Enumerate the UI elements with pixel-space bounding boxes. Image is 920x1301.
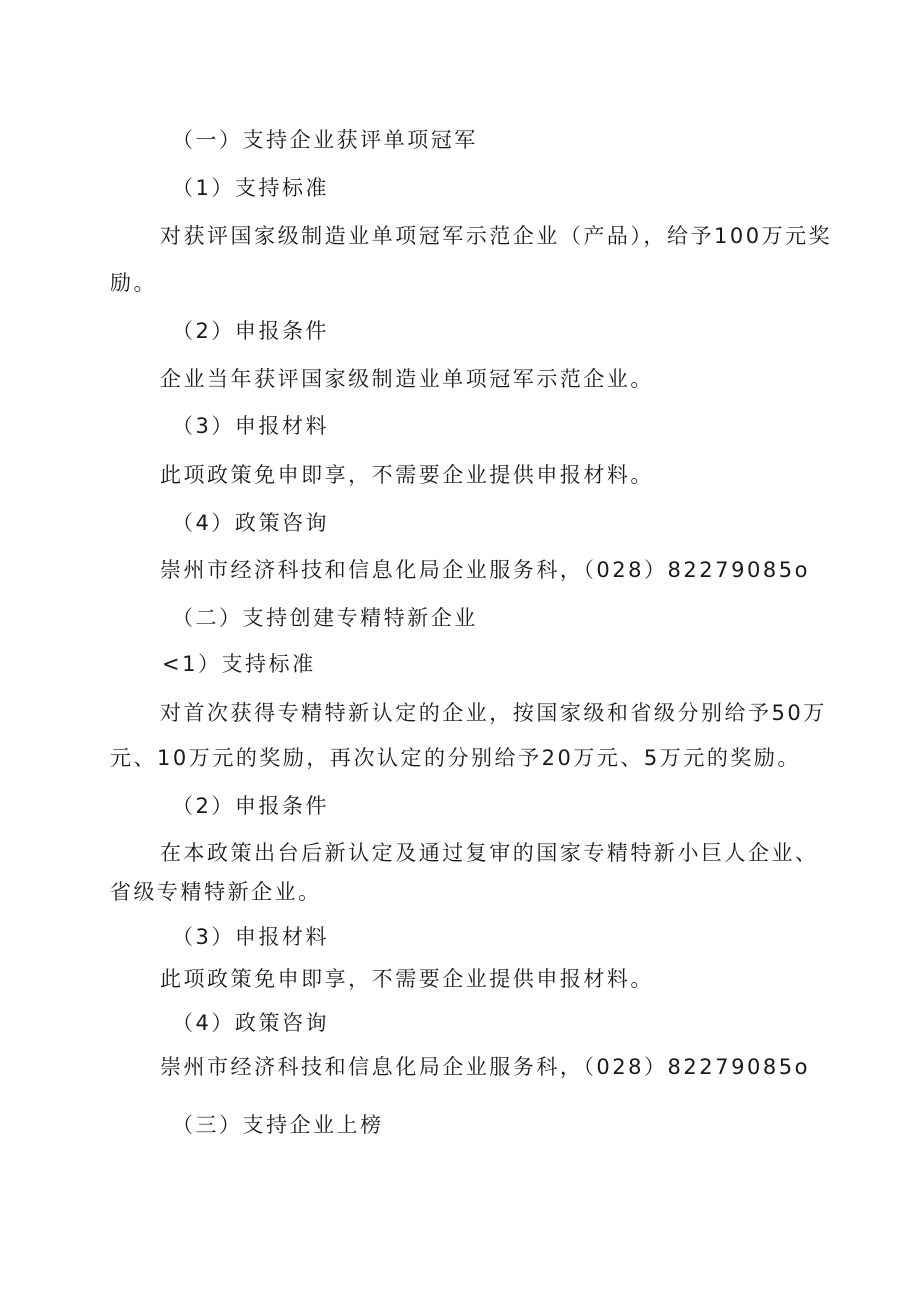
section-heading: （二）支持创建专精特新企业 [172,606,478,630]
paragraph-line: 崇州市经济科技和信息化局企业服务科，（028）82279085o [160,1055,810,1079]
paragraph-line: 省级专精特新企业。 [110,880,322,904]
paragraph-line: 对首次获得专精特新认定的企业，按国家级和省级分别给予50万 [160,701,827,725]
item-label: （2）申报条件 [172,794,330,818]
paragraph-line: 元、10万元的奖励，再次认定的分别给予20万元、5万元的奖励。 [110,746,801,770]
item-label: （2）申报条件 [172,319,330,343]
paragraph-line: 此项政策免申即享，不需要企业提供申报材料。 [160,463,654,487]
item-label: （4）政策咨询 [172,511,330,535]
paragraph-line: 企业当年获评国家级制造业单项冠军示范企业。 [160,367,654,391]
section-heading: （三）支持企业上榜 [172,1113,384,1137]
paragraph-line: 励。 [110,271,158,295]
paragraph-line: 对获评国家级制造业单项冠军示范企业（产品），给予100万元奖 [160,224,833,248]
item-label: （1）支持标准 [172,176,330,200]
paragraph-line: 崇州市经济科技和信息化局企业服务科，（028）82279085o [160,558,810,582]
item-label: （4）政策咨询 [172,1011,330,1035]
item-label: （3）申报材料 [172,414,330,438]
section-heading: （一）支持企业获评单项冠军 [172,128,478,152]
paragraph-line: 在本政策出台后新认定及通过复审的国家专精特新小巨人企业、 [160,841,819,865]
item-label: <1）支持标准 [162,652,316,676]
paragraph-line: 此项政策免申即享，不需要企业提供申报材料。 [160,967,654,991]
item-label: （3）申报材料 [172,925,330,949]
